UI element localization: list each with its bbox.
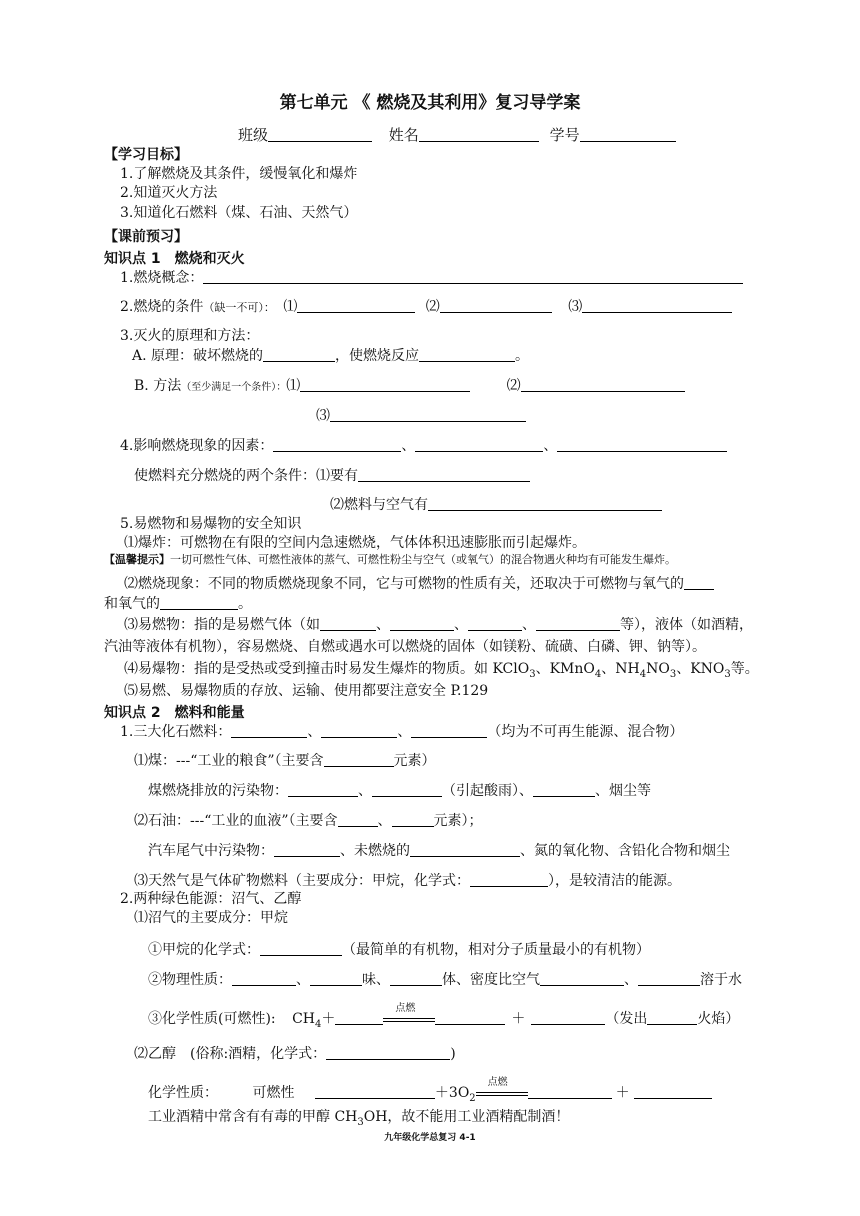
car-text: 、未燃烧的 — [340, 843, 410, 859]
full-burn-text-2: ⑵燃料与空气有 — [330, 497, 428, 513]
methane-chemical-label: ③化学性质(可燃性): — [148, 1011, 276, 1027]
condition-label: 2.燃烧的条件 — [120, 299, 204, 315]
phenomenon-text: ⑵燃烧现象：不同的物质燃烧现象不同，它与可燃物的性质有关，还取决于可燃物与氧气的 — [124, 576, 684, 592]
fossil-row — [120, 723, 683, 741]
factor-row — [120, 437, 727, 455]
sep: 、 — [358, 783, 372, 799]
factor-field-3[interactable] — [557, 437, 727, 452]
number-field[interactable] — [580, 127, 676, 142]
condition-1-label: ⑴ — [283, 299, 298, 315]
reaction-arrow-icon — [383, 1003, 435, 1028]
oil-field-2[interactable] — [392, 812, 434, 827]
methane-product-field-2[interactable] — [531, 1010, 605, 1025]
phenomenon-row-2 — [104, 595, 252, 613]
fossil-label: 1.三大化石燃料： — [120, 724, 232, 740]
full-burn-field-1[interactable] — [358, 467, 530, 482]
fossil-field-1[interactable] — [231, 723, 307, 738]
flammable-field-4[interactable] — [536, 616, 620, 631]
number-label: 学号 — [549, 126, 580, 144]
ethanol-combustible-label: 可燃性 — [252, 1085, 295, 1101]
methane-physical-field-4[interactable] — [540, 971, 624, 986]
explosive-text: 、KMnO — [535, 661, 595, 677]
method-2-field[interactable] — [521, 377, 685, 392]
methane-formula-field[interactable] — [260, 941, 342, 956]
method-3-row — [316, 407, 526, 425]
oil-end: 元素）； — [433, 813, 483, 829]
goals-heading: 【学习目标】 — [104, 147, 188, 163]
goal-item: 1.了解燃烧及其条件，缓慢氧化和爆炸 — [120, 166, 358, 182]
coal-text: ⑴煤：---“工业的粮食”（主要含 — [134, 753, 324, 769]
page-footer: 九年级化学总复习 4-1 — [384, 1133, 476, 1143]
ethanol-product-field-1[interactable] — [528, 1084, 612, 1099]
subscript: 3 — [529, 668, 536, 680]
natural-gas-field[interactable] — [470, 872, 548, 887]
subscript: 4 — [594, 668, 602, 680]
explosive-text: 等。 — [730, 661, 759, 677]
methane-physical-text: 味、 — [362, 972, 390, 988]
concept-label: 1.燃烧概念： — [120, 270, 204, 286]
flammable-field-3[interactable] — [468, 616, 522, 631]
methane-flame-field[interactable] — [647, 1010, 697, 1025]
warning-text-a: 工业酒精中常含有有毒的甲醇 CH — [148, 1109, 358, 1125]
flammable-field-1[interactable] — [320, 616, 376, 631]
tip-label: 【温馨提示】 — [104, 553, 170, 566]
flammable-field-2[interactable] — [390, 616, 454, 631]
subscript: 3 — [357, 1116, 364, 1128]
flammable-row-2: 汽油等液体有机物），容易燃烧、自燃或遇水可以燃烧的固体（如镁粉、硫磺、白磷、钾、钠等）。 — [104, 639, 706, 655]
methane-physical-field-2[interactable] — [310, 971, 362, 986]
fossil-field-3[interactable] — [411, 723, 487, 738]
green-energy-heading: 2.两种绿色能源：沼气、乙醇 — [120, 891, 302, 907]
sep: 、 — [397, 724, 412, 740]
explosive-text: 、KNO — [676, 661, 725, 677]
method-1-label: ⑴ — [286, 378, 301, 394]
warning-text — [148, 1108, 569, 1132]
class-field[interactable] — [268, 127, 372, 142]
subscript: 3 — [669, 668, 677, 680]
car-field-2[interactable] — [410, 842, 520, 857]
goal-item: 2.知道灭火方法 — [120, 185, 218, 201]
principle-end: 。 — [515, 348, 530, 364]
plus-sign: ＋ — [615, 1085, 630, 1101]
natural-gas-text: ⑶天然气是气体矿物燃料（主要成分：甲烷，化学式： — [134, 873, 470, 889]
condition-3-field[interactable] — [582, 298, 732, 313]
car-field-1[interactable] — [274, 842, 340, 857]
methane-formula-label: ①甲烷的化学式： — [148, 942, 260, 958]
ethanol-product-field-2[interactable] — [634, 1084, 712, 1099]
coal-row — [134, 752, 436, 770]
sep: 、 — [624, 972, 638, 988]
sep: 、 — [377, 813, 392, 829]
condition-3-label: ⑶ — [568, 299, 583, 315]
condition-note: （缺一不可）： — [203, 301, 275, 314]
ignite-label: 点燃 — [395, 1003, 416, 1014]
method-note: （至少满足一个条件）： — [181, 382, 287, 393]
methane-chemical-row — [148, 1003, 740, 1034]
coal-pollutant-field-3[interactable] — [533, 782, 595, 797]
principle-field-2[interactable] — [419, 347, 515, 362]
coal-pollutant-label: 煤燃烧排放的污染物： — [148, 783, 288, 799]
subscript: 2 — [469, 1092, 476, 1104]
car-row — [148, 842, 730, 860]
coal-end: 元素） — [393, 753, 436, 769]
method-2-label: ⑵ — [506, 378, 521, 394]
student-info-row — [238, 126, 676, 144]
flammable-text-2: 等），液体（如酒精， — [620, 617, 753, 633]
methane-product-field-1[interactable] — [435, 1010, 505, 1025]
full-burn-text-1: 使燃料充分燃烧的两个条件：⑴要有 — [134, 468, 358, 484]
plus-sign: ＋ — [321, 1011, 336, 1027]
methane-chemical-end: 火焰） — [697, 1011, 740, 1027]
explosive-text: 、NH — [601, 661, 640, 677]
explosive-text: NO — [646, 661, 670, 677]
ethanol-end: ) — [450, 1046, 456, 1062]
methane-physical-field-1[interactable] — [232, 971, 296, 986]
condition-row — [120, 298, 732, 317]
methane-physical-field-3[interactable] — [390, 971, 442, 986]
car-end: 、氮的氧化物、含铅化合物和烟尘 — [520, 843, 730, 859]
principle-row — [132, 347, 529, 365]
plus-sign: ＋ — [511, 1011, 526, 1027]
factor-field-1[interactable] — [273, 437, 401, 452]
page-title: 第七单元 《 燃烧及其利用》复习导学案 — [279, 93, 581, 113]
coal-pollutant-field-1[interactable] — [288, 782, 358, 797]
phenomenon-text-2: 和氧气的 — [104, 596, 160, 612]
class-label: 班级 — [238, 126, 269, 144]
tip-text: 一切可燃性气体、可燃性液体的蒸气、可燃性粉尘与空气（或氧气）的混合物遇火种均有可能发生爆炸。 — [170, 553, 676, 566]
sep: 、 — [522, 617, 536, 633]
explosion-text: ⑴爆炸：可燃物在有限的空间内急速燃烧，气体体积迅速膨胀而引起爆炸。 — [124, 535, 586, 551]
ethanol-text: ⑵乙醇 (俗称:酒精，化学式： — [134, 1046, 327, 1062]
sep: 、 — [543, 438, 558, 454]
methane-physical-row — [148, 971, 742, 989]
flammable-row-1 — [124, 616, 753, 634]
full-burn-row-2 — [330, 496, 662, 514]
methane-physical-text-2: 体、密度比空气 — [442, 972, 540, 988]
sep: 、 — [376, 617, 390, 633]
goal-item: 3.知道化石燃料（煤、石油、天然气） — [120, 205, 358, 221]
biogas-heading: ⑴沼气的主要成分：甲烷 — [134, 910, 288, 926]
method-3-label: ⑶ — [316, 408, 330, 424]
sep: 、 — [401, 438, 416, 454]
concept-row — [120, 269, 743, 287]
factor-label: 4.影响燃烧现象的因素： — [120, 438, 274, 454]
fossil-note: （均为不可再生能源、混合物） — [487, 724, 684, 740]
full-burn-row-1 — [134, 467, 530, 485]
k2-title: 知识点 2 燃料和能量 — [104, 705, 245, 721]
oil-field-1[interactable] — [338, 812, 378, 827]
phenomenon-field-2[interactable] — [160, 595, 238, 610]
fire-title: 3.灭火的原理和方法： — [120, 328, 260, 344]
oxygen-term: ＋3O — [434, 1085, 470, 1101]
subscript: 3 — [724, 668, 731, 680]
oil-text: ⑵石油：---“工业的血液”（主要含 — [134, 813, 338, 829]
subscript: 4 — [315, 1018, 322, 1030]
coal-pollutant-note: （引起酸雨）、 — [442, 783, 533, 799]
method-1-field[interactable] — [300, 377, 470, 392]
ethanol-row — [134, 1045, 456, 1063]
car-label: 汽车尾气中污染物： — [148, 843, 274, 859]
phenomenon-row-1 — [124, 575, 714, 593]
method-label: B. 方法 — [134, 378, 182, 394]
full-burn-field-2[interactable] — [428, 496, 662, 511]
flammable-text: ⑶易燃物：指的是易燃气体（如 — [124, 617, 320, 633]
name-field[interactable] — [419, 127, 539, 142]
tip-row — [104, 552, 676, 568]
preview-heading: 【课前预习】 — [104, 229, 188, 245]
methane-formula-row — [148, 941, 650, 959]
ethanol-formula-field[interactable] — [326, 1045, 450, 1060]
reaction-arrow-icon — [476, 1077, 528, 1102]
principle-text: A. 原理：破坏燃烧的 — [132, 348, 264, 364]
phenomenon-field-1[interactable] — [684, 575, 714, 590]
methane-formula: CH — [292, 1011, 316, 1027]
ethanol-chemical-label: 化学性质： — [148, 1085, 218, 1101]
sep: 、 — [296, 972, 310, 988]
coal-field[interactable] — [324, 752, 394, 767]
ethanol-reactant-field[interactable] — [315, 1084, 435, 1099]
principle-field-1[interactable] — [263, 347, 335, 362]
subscript: 4 — [639, 668, 647, 680]
methane-formula-note: （最简单的有机物，相对分子质量最小的有机物） — [342, 942, 650, 958]
sep: 、 — [454, 617, 468, 633]
fossil-field-2[interactable] — [321, 723, 397, 738]
phenomenon-end: 。 — [238, 596, 252, 612]
storage-text: ⑸易燃、易爆物质的存放、运输、使用都要注意安全 P.129 — [124, 683, 489, 699]
coal-pollutant-end: 、烟尘等 — [595, 783, 651, 799]
methane-physical-field-5[interactable] — [638, 971, 700, 986]
methane-chemical-note: （发出 — [605, 1011, 648, 1027]
explosive-row — [124, 660, 759, 684]
methane-physical-end: 溶于水 — [700, 972, 742, 988]
coal-pollutant-field-2[interactable] — [372, 782, 442, 797]
method-3-field[interactable] — [330, 407, 526, 422]
ignite-label: 点燃 — [487, 1077, 508, 1088]
concept-field[interactable] — [203, 269, 743, 284]
natural-gas-row — [134, 872, 681, 890]
methane-physical-label: ②物理性质： — [148, 972, 232, 988]
warning-text-b: OH，故不能用工业酒精配制酒！ — [363, 1109, 570, 1125]
explosive-text: ⑷易爆物：指的是受热或受到撞击时易发生爆炸的物质。如 KClO — [124, 661, 530, 677]
k1-title: 知识点 1 燃烧和灭火 — [104, 251, 245, 267]
methane-reactant-field[interactable] — [335, 1010, 383, 1025]
sep: 、 — [307, 724, 322, 740]
condition-2-label: ⑵ — [425, 299, 440, 315]
ethanol-chemical-row — [148, 1077, 712, 1108]
condition-1-field[interactable] — [297, 298, 415, 313]
coal-pollutant-row — [148, 782, 651, 800]
safety-heading: 5.易燃物和易爆物的安全知识 — [120, 516, 302, 532]
method-row — [134, 377, 685, 397]
oil-row — [134, 812, 483, 830]
name-label: 姓名 — [388, 126, 419, 144]
principle-text-2: ，使燃烧反应 — [335, 348, 420, 364]
factor-field-2[interactable] — [415, 437, 543, 452]
condition-2-field[interactable] — [440, 298, 552, 313]
natural-gas-end: ），是较清洁的能源。 — [548, 873, 681, 889]
